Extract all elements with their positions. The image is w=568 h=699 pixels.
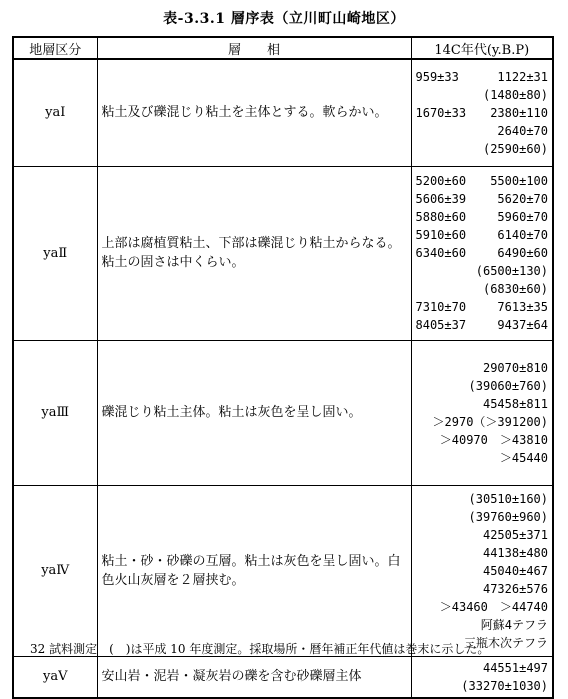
age-value: ＞43460 ＞44740 [439,599,548,614]
description-cell: 上部は腐植質粘土、下部は礫混じり粘土からなる。粘土の固さは中くらい。 [97,166,411,340]
age-value: 5880±60 [415,210,467,224]
age-value: 1670±33 [415,105,467,120]
age-line [416,431,549,449]
age-value: 阿蘇4テフラ [480,617,548,632]
age-value: 6140±70 [497,228,548,242]
age-value: 2640±70 [497,123,548,138]
age-value: (1480±80) [482,87,548,102]
table-row [13,485,553,656]
unit-cell: yaⅡ [13,166,97,340]
age-value: ＞40970 ＞43810 [439,432,548,447]
age-line [416,395,549,413]
table-row [13,656,553,698]
table-row [13,59,553,166]
age-value: 959±33 [415,69,459,84]
age-line [416,190,549,208]
age-line [416,659,549,677]
age-line [416,508,549,526]
age-value: (6830±60) [482,282,548,296]
age-value: (30510±160) [468,491,548,506]
age-value: 6490±60 [497,246,548,260]
age-line [416,316,549,334]
age-value: 8405±37 [415,318,467,332]
age-value: 45458±811 [482,396,548,411]
description-cell: 安山岩・泥岩・凝灰岩の礫を含む砂礫層主体 [97,656,411,698]
unit-cell: yaⅤ [13,656,97,698]
table-row [13,166,553,340]
age-line [416,449,549,467]
age-value: ＞2970（＞391200) [432,414,548,429]
age-line [416,598,549,616]
header-row [13,37,553,59]
age-value: 5620±70 [497,192,548,206]
age-line [416,208,549,226]
age-line [416,86,549,104]
age-line [416,68,549,86]
age-line [416,172,549,190]
age-value: 5500±100 [490,174,548,188]
age-value: 三瓶木次テフラ [463,635,548,650]
age-value: 7613±35 [497,300,548,314]
age-line [416,226,549,244]
age-line [416,377,549,395]
age-value: 45040±467 [482,563,548,578]
age-line [416,677,549,695]
age-value: 29070±810 [482,360,548,375]
description-cell: 粘土・砂・砂礫の互層。粘土は灰色を呈し固い。白色火山灰層を２層挟む。 [97,485,411,656]
age-line [416,140,549,158]
age-line [416,562,549,580]
ages-cell [411,166,553,340]
age-value: 5960±70 [497,210,548,224]
header-phase: 層 相 [97,37,411,59]
ages-cell [411,59,553,166]
age-value: (33270±1030) [461,678,548,693]
age-value: (2590±60) [482,141,548,156]
ages-cell [411,656,553,698]
age-line [416,244,549,262]
table-row [13,340,553,485]
unit-cell: yaⅠ [13,59,97,166]
age-value: 42505±371 [482,527,548,542]
age-value: ＞45440 [499,450,548,465]
age-line [416,359,549,377]
age-line [416,490,549,508]
age-value: 44551±497 [482,660,548,675]
age-line [416,280,549,298]
age-line [416,104,549,122]
age-value: (6500±130) [475,264,548,278]
ages-cell [411,485,553,656]
footnote: 32 試料測定 ( )は平成 10 年度測定。採取場所・暦年補正年代値は巻末に示した。 [30,642,490,656]
age-value: 44138±480 [482,545,548,560]
age-line [416,298,549,316]
ages-cell [411,340,553,485]
age-value: 2380±110 [490,105,548,120]
description-cell: 礫混じり粘土主体。粘土は灰色を呈し固い。 [97,340,411,485]
age-value: 1122±31 [497,69,548,84]
unit-cell: yaⅢ [13,340,97,485]
description-cell: 粘土及び礫混じり粘土を主体とする。軟らかい。 [97,59,411,166]
age-value: 9437±64 [497,318,548,332]
age-value: (39060±760) [468,378,548,393]
age-line [416,262,549,280]
age-line [416,544,549,562]
age-value: 6340±60 [415,246,467,260]
age-line [416,122,549,140]
age-line [416,413,549,431]
stratigraphy-table [12,36,554,699]
age-value: 5910±60 [415,228,467,242]
age-value: 7310±70 [415,300,467,314]
age-line [416,616,549,634]
age-line [416,526,549,544]
table-title: 表-3.3.1 層序表（立川町山崎地区） [163,11,405,27]
age-value: 47326±576 [482,581,548,596]
age-value: 5200±60 [415,174,467,188]
header-ages: 14C年代(y.B.P) [411,37,553,59]
age-value: (39760±960) [468,509,548,524]
age-value: 5606±39 [415,192,467,206]
header-unit: 地層区分 [13,37,97,59]
unit-cell: yaⅣ [13,485,97,656]
age-line [416,580,549,598]
